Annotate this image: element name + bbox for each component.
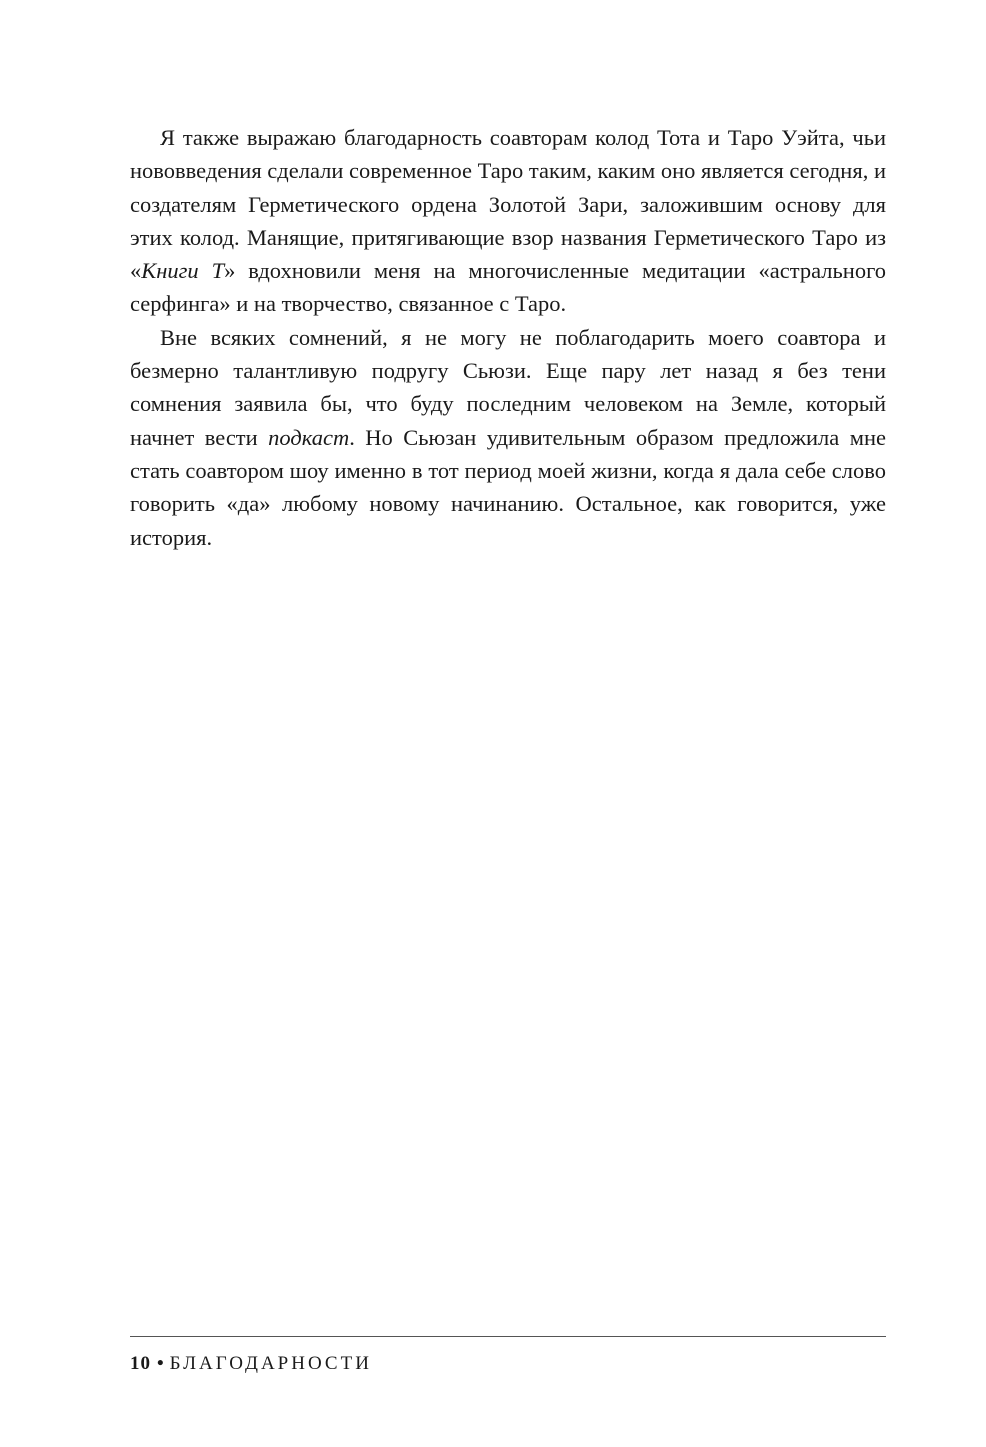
running-head-title: БЛАГОДАРНОСТИ xyxy=(169,1353,372,1374)
paragraph-2 xyxy=(130,321,886,554)
paragraph-2-text-end: . Но Сьюзан удивительным образом предложила мне стать соавтором шоу именно в тот период моей жизни, когда я дала себе слово говорить «да» любому новому начинанию. Остальное, как говорится, уже история. xyxy=(130,424,886,550)
paragraph-2-italic-word: подкаст xyxy=(268,424,350,450)
footer-bullet: • xyxy=(157,1353,164,1374)
body-text xyxy=(130,121,886,554)
paragraph-1-text-end: » вдохновили меня на многочисленные медитации «астрального серфинга» и на творчество, связанное с Таро. xyxy=(130,258,886,317)
paragraph-1 xyxy=(130,121,886,321)
paragraph-1-text-start: Я также выражаю благодарность соавторам колод Тота и Таро Уэйта, чьи нововведения сделали современное Таро таким, каким оно является сегодня, и создателям Герметического ордена Золотой Зари, заложившим основу для этих колод. Манящие, притягивающие взор названия Герметического Таро из « xyxy=(130,125,886,284)
page-number: 10 xyxy=(130,1353,151,1374)
footer-divider xyxy=(130,1336,886,1337)
paragraph-2-text-start: Вне всяких сомнений, я не могу не поблагодарить моего соавтора и безмерно талантливую подругу Сьюзи. Еще пару лет назад я без тени сомнения заявила бы, что буду последним человеком на Земле, который начнет вести xyxy=(130,324,886,450)
page-footer xyxy=(130,1352,372,1376)
paragraph-1-italic-title: Книги Т xyxy=(141,258,225,284)
